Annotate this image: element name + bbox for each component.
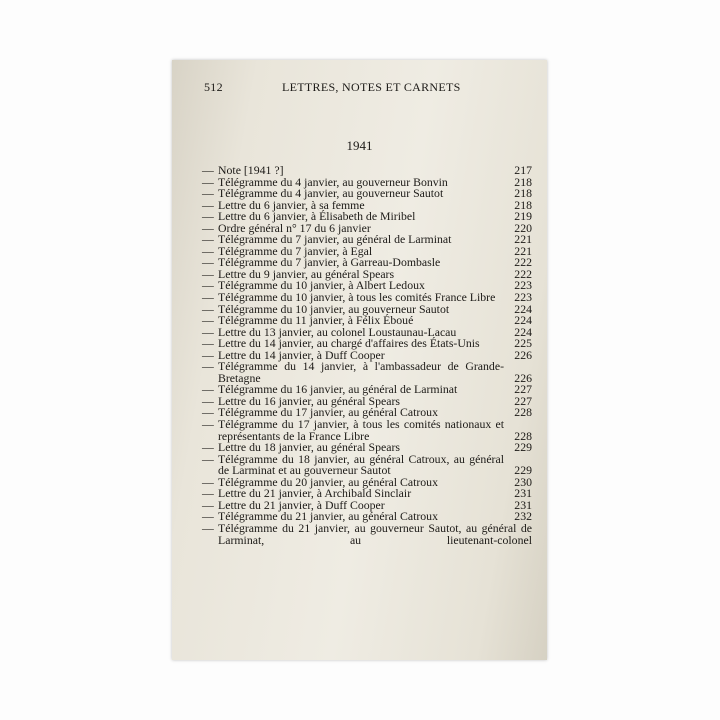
- entry-dash: —: [202, 405, 214, 420]
- entry-page-number: 228: [514, 405, 532, 420]
- entry-title: Télégramme du 11 janvier, à Félix Éboué: [218, 313, 414, 328]
- entry-title: Télégramme du 4 janvier, au gouverneur Bonvin: [218, 174, 448, 189]
- entry-title: Télégramme du 20 janvier, au général Catroux: [218, 474, 438, 489]
- section-year: 1941: [346, 138, 373, 153]
- running-title: LETTRES, NOTES ET CARNETS: [282, 80, 461, 94]
- entry-dash: —: [202, 336, 214, 351]
- entry-page-number: 218: [514, 197, 532, 212]
- entry-page-number: 231: [514, 497, 532, 512]
- entry-body: [202, 419, 532, 442]
- entry-title: Lettre du 9 janvier, au général Spears: [218, 266, 395, 281]
- entry-page-number: 217: [514, 163, 532, 177]
- entry-dash: —: [202, 266, 214, 281]
- entry-page-number: 219: [514, 209, 532, 224]
- entry-title: Lettre du 6 janvier, à sa femme: [218, 197, 365, 212]
- entry-page-number: 229: [514, 440, 532, 455]
- entry-title: Télégramme du 14 janvier, à l'ambassadeur de Grande-Bretagne: [218, 359, 504, 385]
- entry-page-number: 221: [514, 232, 532, 247]
- entry-dash: —: [202, 163, 214, 177]
- entry-body: [202, 451, 532, 478]
- entry-title: Télégramme du 21 janvier, au gouverneur Sautot, au général de Larminat, au lieutenant-colonel: [218, 520, 532, 547]
- entry-title: Lettre du 13 janvier, au colonel Loustaunau-Lacau: [218, 324, 457, 339]
- entry-page-number: 220: [514, 220, 532, 235]
- entry-page-number: 227: [514, 382, 532, 397]
- entry-title: Télégramme du 10 janvier, à tous les comités France Libre: [218, 290, 496, 305]
- entry-dash: —: [202, 451, 214, 466]
- entry-title: Télégramme du 10 janvier, à Albert Ledoux: [218, 278, 425, 293]
- table-of-contents: [202, 165, 532, 546]
- page-number: 512: [204, 80, 223, 94]
- entry-title: Lettre du 16 janvier, au général Spears: [218, 393, 400, 408]
- entry-title: Lettre du 14 janvier, à Duff Cooper: [218, 347, 385, 362]
- entry-dash: —: [202, 324, 214, 339]
- entry-page-number: 227: [514, 393, 532, 408]
- toc-entry: [202, 520, 532, 547]
- entry-title: Télégramme du 17 janvier, au général Catroux: [218, 405, 438, 420]
- entry-body: [202, 361, 532, 384]
- entry-title: Télégramme du 7 janvier, au général de Larminat: [218, 232, 452, 247]
- entry-page-number: 228: [514, 428, 532, 443]
- entry-page-number: 224: [514, 324, 532, 339]
- entry-page-number: 221: [514, 243, 532, 258]
- entry-dash: —: [202, 255, 214, 270]
- entry-title: Télégramme du 16 janvier, au général de Larminat: [218, 382, 458, 397]
- entry-dash: —: [202, 278, 214, 293]
- entry-dash: —: [202, 509, 214, 524]
- entry-dash: —: [202, 174, 214, 189]
- toc-entry: [202, 451, 532, 478]
- entry-title: Note [1941 ?]: [218, 163, 284, 177]
- entry-dash: —: [202, 520, 214, 535]
- entry-page-number: 229: [514, 463, 532, 478]
- entry-dash: —: [202, 243, 214, 258]
- entry-dash: —: [202, 382, 214, 397]
- entry-title: Lettre du 21 janvier, à Duff Cooper: [218, 497, 385, 512]
- entry-dash: —: [202, 290, 214, 305]
- entry-dash: —: [202, 440, 214, 455]
- toc-entry: [202, 361, 532, 384]
- entry-title: Télégramme du 10 janvier, au gouverneur Sautot: [218, 301, 450, 316]
- entry-dash: —: [202, 197, 214, 212]
- entry-page-number: 230: [514, 474, 532, 489]
- entry-dash: —: [202, 186, 214, 201]
- entry-title: Télégramme du 18 janvier, au général Catroux, au général de Larminat et au gouverneur Sautot: [218, 451, 504, 478]
- entry-page-number: 226: [514, 370, 532, 385]
- entry-dash: —: [202, 220, 214, 235]
- entry-dash: —: [202, 393, 214, 408]
- entry-dash: —: [202, 417, 214, 432]
- entry-dash: —: [202, 474, 214, 489]
- entry-dash: —: [202, 497, 214, 512]
- entry-dash: —: [202, 209, 214, 224]
- entry-dash: —: [202, 232, 214, 247]
- entry-page-number: 223: [514, 290, 532, 305]
- entry-page-number: 231: [514, 486, 532, 501]
- entry-page-number: 222: [514, 255, 532, 270]
- entry-dash: —: [202, 359, 214, 374]
- entry-page-number: 224: [514, 301, 532, 316]
- entry-page-number: 225: [514, 336, 532, 351]
- entry-title: Télégramme du 4 janvier, au gouverneur Sautot: [218, 186, 444, 201]
- entry-dash: —: [202, 486, 214, 501]
- entry-dash: —: [202, 347, 214, 362]
- entry-page-number: 218: [514, 186, 532, 201]
- entry-title: Lettre du 18 janvier, au général Spears: [218, 440, 400, 455]
- toc-entry: [202, 419, 532, 442]
- entry-page-number: 222: [514, 266, 532, 281]
- entry-title: Télégramme du 21 janvier, au général Catroux: [218, 509, 438, 524]
- entry-title: Télégramme du 7 janvier, à Egal: [218, 243, 373, 258]
- book-page: [172, 60, 547, 660]
- entry-page-number: 226: [514, 347, 532, 362]
- entry-title: Ordre général n° 17 du 6 janvier: [218, 220, 371, 235]
- entry-title: Télégramme du 7 janvier, à Garreau-Dombasle: [218, 255, 441, 270]
- entry-title: Lettre du 21 janvier, à Archibald Sinclair: [218, 486, 412, 501]
- entry-title: Télégramme du 17 janvier, à tous les comités nationaux et représentants de la France Libre: [218, 417, 504, 443]
- entry-page-number: 218: [514, 174, 532, 189]
- running-head: [172, 80, 547, 96]
- entry-title: Lettre du 6 janvier, à Élisabeth de Miribel: [218, 209, 416, 224]
- entry-page-number: 232: [514, 509, 532, 524]
- entry-title: Lettre du 14 janvier, au chargé d'affaires des États-Unis: [218, 336, 480, 351]
- entry-dash: —: [202, 301, 214, 316]
- entry-page-number: 224: [514, 313, 532, 328]
- entry-page-number: 223: [514, 278, 532, 293]
- entry-body: [202, 520, 532, 547]
- entry-dash: —: [202, 313, 214, 328]
